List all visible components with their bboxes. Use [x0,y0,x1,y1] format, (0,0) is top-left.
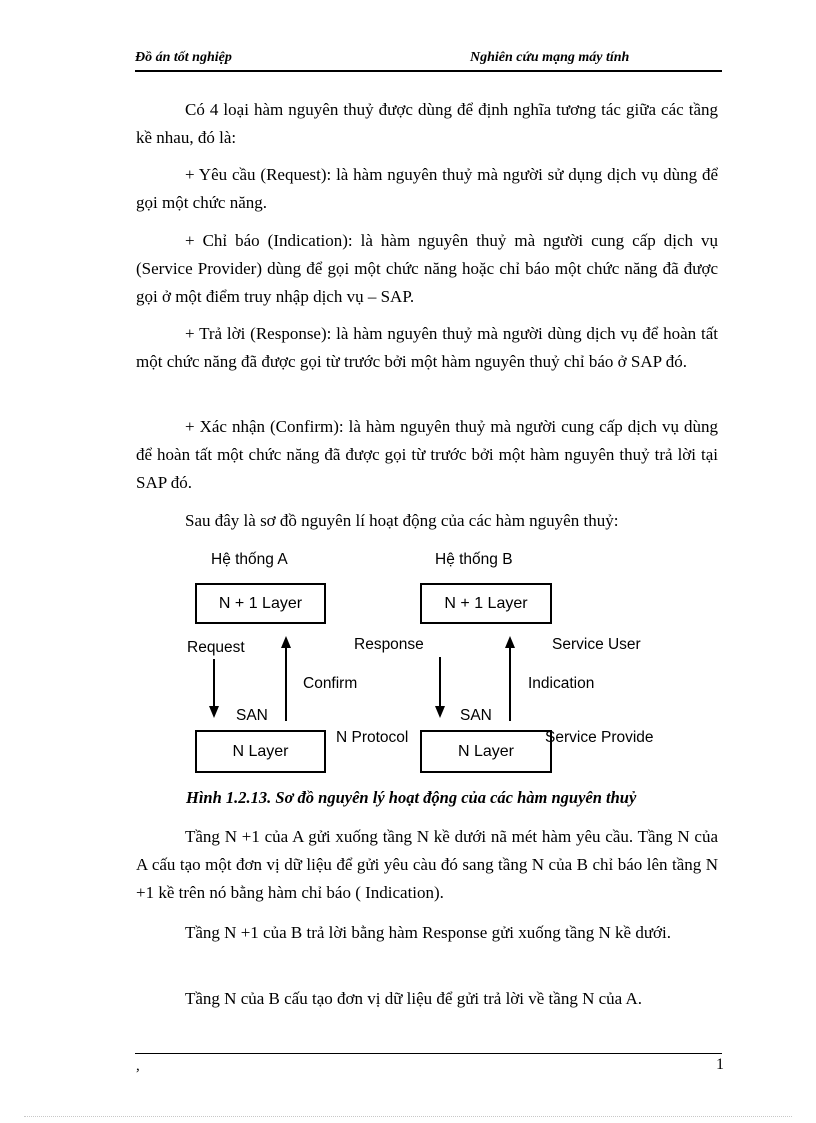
service-provide-label: Service Provide [545,729,654,746]
header-title-right: Nghiên cứu mạng máy tính [470,50,630,65]
header-title-left: Đồ án tốt nghiệp [135,50,232,65]
upper-layer-box-a: N + 1 Layer [195,583,326,624]
lower-layer-box-b: N Layer [420,730,552,773]
request-arrow-down-icon [209,659,219,718]
figure-caption: Hình 1.2.13. Sơ đồ nguyên lý hoạt động của các hàm nguyên thuỷ [186,788,637,807]
request-label: Request [187,639,245,656]
n-protocol-label: N Protocol [336,729,409,746]
paragraph-step-1: Tầng N +1 của A gửi xuống tầng N kề dưới nã mét hàm yêu cầu. Tầng N của A cấu tạo một đơn vị dữ liệu để gửi yêu càu đó sang tầng N của B chỉ báo lên tầng N +1 kề trên nó bằng hàm chỉ báo ( Indication). [136,827,718,902]
lower-layer-box-a: N Layer [195,730,326,773]
indication-label: Indication [528,675,595,692]
footer-divider [135,1053,722,1054]
confirm-arrow-up-icon [281,636,291,721]
paragraph-confirm: + Xác nhận (Confirm): là hàm nguyên thuỷ mà người cung cấp dịch vụ dùng để hoàn tất một chức năng đã được gọi từ trước bởi một hàm nguyên thuỷ trả lời tại SAP đó. [136,417,718,492]
paragraph-diagram-intro: Sau đây là sơ đồ nguyên lí hoạt động của các hàm nguyên thuỷ: [185,511,619,530]
paragraph-indication: + Chỉ báo (Indication): là hàm nguyên thuỷ mà người cung cấp dịch vụ (Service Provider) dùng để gọi một chức năng hoặc chỉ báo một chức năng đã được gọi ở một điểm truy nhập dịch vụ – SAP. [136,231,718,306]
paragraph-request: + Yêu cầu (Request): là hàm nguyên thuỷ mà người sử dụng dịch vụ dùng để gọi một chức năng. [136,165,718,212]
paragraph-step-2: Tầng N +1 của B trả lời bằng hàm Response gửi xuống tầng N kề dưới. [185,923,672,942]
footer-mark: , [136,1058,140,1074]
upper-layer-box-b: N + 1 Layer [420,583,552,624]
paragraph-step-3: Tầng N của B cấu tạo đơn vị dữ liệu để gửi trả lời về tầng N của A. [185,989,643,1008]
page-header [135,48,722,72]
system-a-label: Hệ thống A [211,551,288,568]
san-a-label: SAN [236,707,268,724]
page-number: 1 [716,1056,724,1073]
system-b-label: Hệ thống B [435,551,513,568]
response-arrow-down-icon [435,657,445,718]
page-bottom-dotted-rule [24,1116,792,1117]
paragraph-intro: Có 4 loại hàm nguyên thuỷ được dùng để định nghĩa tương tác giữa các tầng kề nhau, đó là: [136,100,718,147]
service-user-label: Service User [552,636,641,653]
paragraph-response: + Trả lời (Response): là hàm nguyên thuỷ mà người dùng dịch vụ để hoàn tất một chức năng đã được gọi từ trước bởi một hàm nguyên thuỷ chỉ báo ở SAP đó. [136,324,718,371]
response-label: Response [354,636,424,653]
indication-arrow-up-icon [505,636,515,721]
san-b-label: SAN [460,707,492,724]
confirm-label: Confirm [303,675,358,692]
